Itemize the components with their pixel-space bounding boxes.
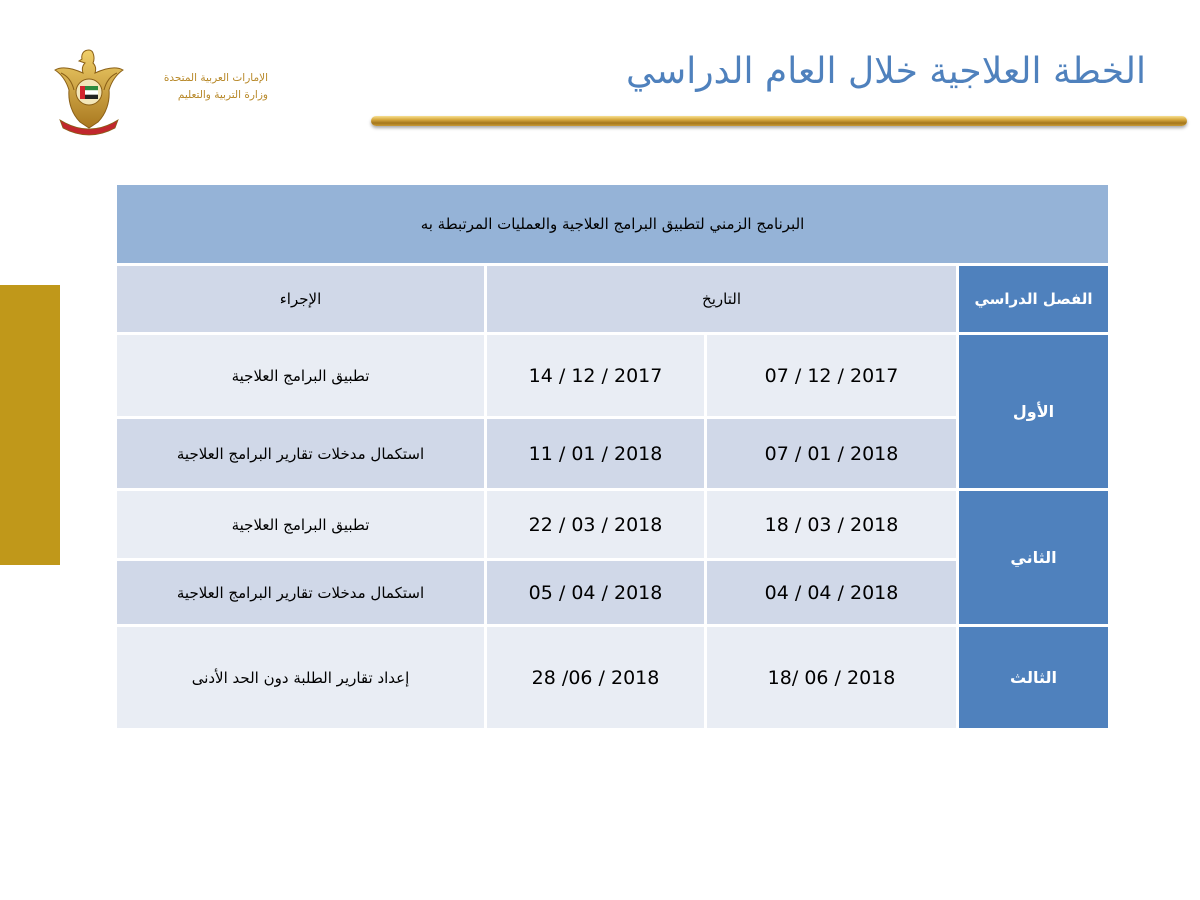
action-cell: تطبيق البرامج العلاجية: [116, 490, 486, 560]
header-action: الإجراء: [116, 265, 486, 334]
schedule-table: [114, 182, 1111, 731]
semester-cell: الثالث: [958, 626, 1110, 730]
table-row: [116, 490, 1110, 560]
date-from-cell: 2017 / 12 / 07: [706, 334, 958, 418]
action-cell: استكمال مدخلات تقارير البرامج العلاجية: [116, 560, 486, 626]
action-cell: تطبيق البرامج العلاجية: [116, 334, 486, 418]
ministry-name: [134, 70, 268, 104]
date-to-cell: 2018 / 03 / 22: [486, 490, 706, 560]
table-caption: البرنامج الزمني لتطبيق البرامج العلاجية والعمليات المرتبطة به: [116, 184, 1110, 265]
table-row: [116, 334, 1110, 418]
table-row: [116, 626, 1110, 730]
table-header-row: [116, 265, 1110, 334]
header-date: التاريخ: [486, 265, 958, 334]
date-from-cell: 2018 / 06 /18: [706, 626, 958, 730]
action-cell: إعداد تقارير الطلبة دون الحد الأدنى: [116, 626, 486, 730]
date-from-cell: 2018 / 03 / 18: [706, 490, 958, 560]
title-underline: [371, 116, 1187, 126]
semester-cell: الأول: [958, 334, 1110, 490]
date-from-cell: 2018 / 01 / 07: [706, 418, 958, 490]
date-to-cell: 2018 / 04 / 05: [486, 560, 706, 626]
header-semester: الفصل الدراسي: [958, 265, 1110, 334]
side-accent-bar: [0, 285, 60, 565]
date-from-cell: 2018 / 04 / 04: [706, 560, 958, 626]
ministry-line-country: الإمارات العربية المتحدة: [163, 72, 268, 84]
date-to-cell: 2017 / 12 / 14: [486, 334, 706, 418]
date-to-cell: 2018 / 06/ 28: [486, 626, 706, 730]
uae-eagle-emblem-icon: [52, 46, 126, 138]
action-cell: استكمال مدخلات تقارير البرامج العلاجية: [116, 418, 486, 490]
page-title: الخطة العلاجية خلال العام الدراسي: [626, 51, 1146, 92]
date-to-cell: 2018 / 01 / 11: [486, 418, 706, 490]
table-caption-row: [116, 184, 1110, 265]
ministry-line-ministry: وزارة التربية والتعليم: [177, 89, 268, 101]
semester-cell: الثاني: [958, 490, 1110, 626]
